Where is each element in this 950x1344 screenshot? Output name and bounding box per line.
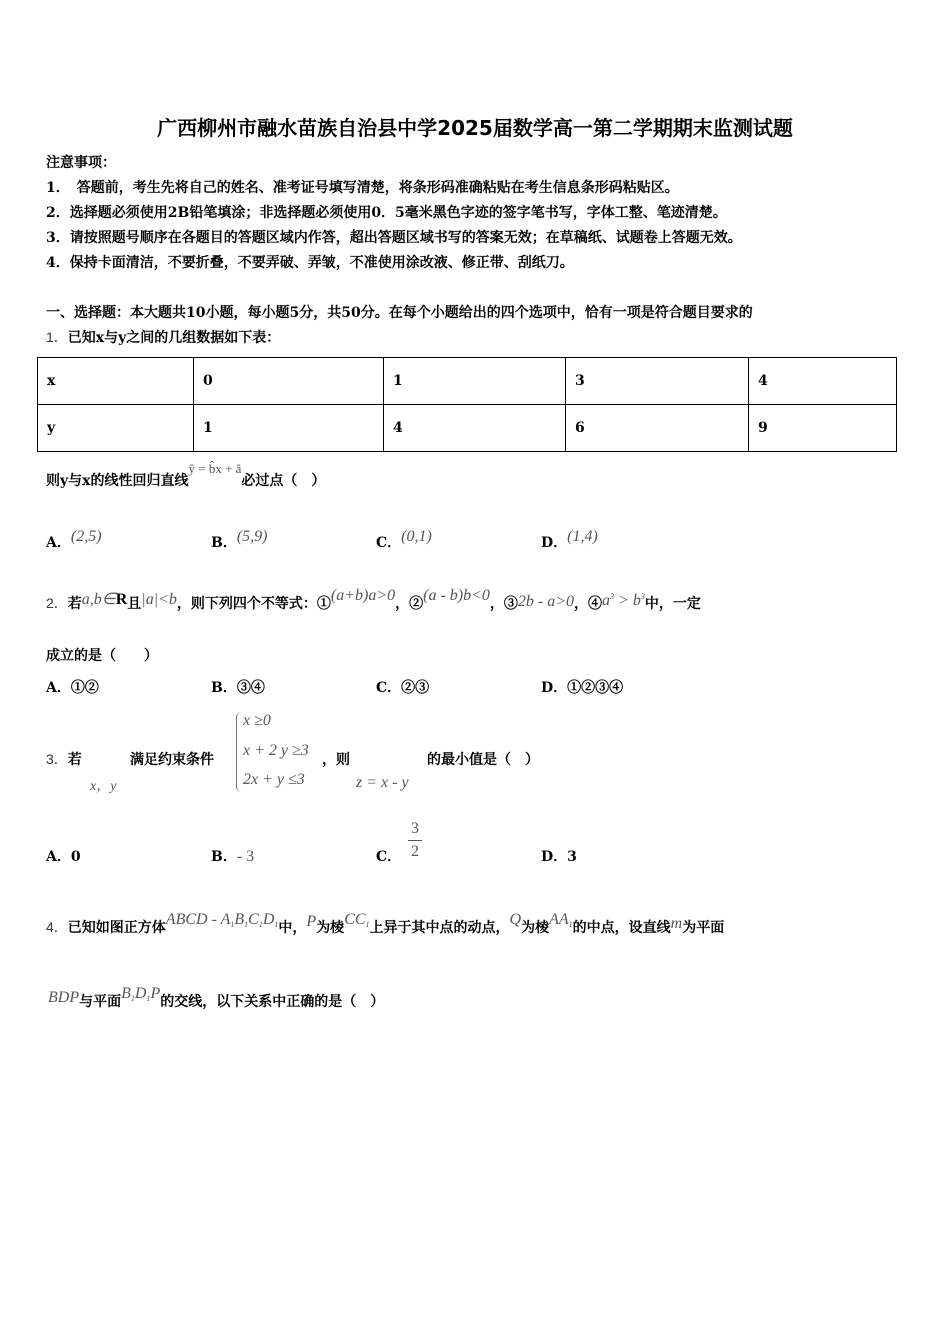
question-3-ask: 的最小值是（ ）	[427, 752, 539, 768]
table-cell: 4	[749, 358, 897, 405]
option-c[interactable]: C．	[376, 849, 402, 865]
table-row	[38, 358, 897, 405]
option-a[interactable]: A．(2,5)	[46, 528, 102, 551]
option-b[interactable]: B．- 3	[211, 848, 255, 865]
table-cell: y	[38, 405, 194, 452]
option-c[interactable]: C．(0,1)	[376, 528, 432, 551]
table-cell: 1	[194, 405, 384, 452]
constraint-line: 2x + y ≤3	[243, 771, 305, 788]
table-cell: 0	[194, 358, 384, 405]
option-d[interactable]: D．3	[541, 849, 577, 865]
table-cell: 1	[384, 358, 566, 405]
fraction-three-halves: 3 2	[408, 820, 422, 861]
objective-function: z = x - y	[356, 774, 409, 791]
constraint-line: x + 2 y ≥3	[243, 742, 309, 759]
option-a[interactable]: A．0	[46, 849, 81, 865]
constraint-brace	[236, 712, 243, 792]
question-3-stem: 3．若	[46, 751, 82, 768]
notice-item: 2．选择题必须使用2B铅笔填涂；非选择题必须使用0．5毫米黑色字迹的签字笔书写，字体工整、笔迹清楚。	[46, 205, 727, 221]
page-title: 广西柳州市融水苗族自治县中学2025届数学高一第二学期期末监测试题	[157, 116, 793, 140]
question-3-vars: x，y	[90, 779, 117, 794]
question-number: 3．	[46, 751, 68, 767]
option-c[interactable]: C．②③	[376, 680, 430, 696]
option-d[interactable]: D．①②③④	[541, 680, 624, 696]
data-table	[37, 357, 897, 452]
notice-item: 3．请按照题号顺序在各题目的答题区域内作答，超出答题区域书写的答案无效；在草稿纸、试题卷上答题无效。	[46, 230, 742, 246]
option-a[interactable]: A．①②	[46, 680, 99, 696]
question-4-stem: 4．已知如图正方体ABCD - $A_1B_1C_1D_1$中，P为棱$CC_1$上异于其中点的动点，Q为棱$AA_1$的中点，设直线m为平面	[46, 911, 725, 936]
table-row	[38, 405, 897, 452]
table-cell: 3	[566, 358, 749, 405]
question-3-constraint-label: 满足约束条件	[130, 752, 214, 768]
question-1-stem: 1．已知x与y之间的几组数据如下表：	[46, 329, 281, 346]
section-heading: 一、选择题：本大题共10小题，每小题5分，共50分。在每个小题给出的四个选项中，恰有一项是符合题目要求的	[46, 305, 753, 321]
question-number: 4．	[46, 919, 68, 935]
table-cell: 4	[384, 405, 566, 452]
question-2-continued: 成立的是（ ）	[46, 648, 158, 664]
question-number: 2．	[46, 595, 68, 611]
constraint-line: x ≥0	[243, 712, 271, 729]
notice-heading: 注意事项：	[46, 155, 116, 171]
table-cell: x	[38, 358, 194, 405]
table-cell: 6	[566, 405, 749, 452]
question-number: 1．	[46, 329, 68, 345]
option-b[interactable]: B．③④	[211, 680, 265, 696]
option-d[interactable]: D．(1,4)	[541, 528, 598, 551]
table-cell: 9	[749, 405, 897, 452]
question-1-line: 则y与x的线性回归直线ŷ = b̂x + â必过点（ ）	[46, 461, 326, 489]
question-4-continued: BDP与平面$B_1D_1P$的交线，以下关系中正确的是（ ）	[48, 985, 385, 1010]
question-3-then: ，则	[322, 752, 350, 768]
question-2-stem: 2．若a,b∈R且|a|<b，则下列四个不等式：①(a+b)a>0，②(a - b)b<0，③2b - a>0，$④a^3 > b^3$中，一定	[46, 587, 701, 612]
regression-formula: ŷ = b̂x + â	[188, 461, 242, 476]
notice-item: 1． 答题前，考生先将自己的姓名、准考证号填写清楚，将条形码准确粘贴在考生信息条形码粘贴区。	[46, 180, 679, 196]
option-b[interactable]: B．(5,9)	[211, 528, 268, 551]
notice-item: 4．保持卡面清洁，不要折叠，不要弄破、弄皱，不准使用涂改液、修正带、刮纸刀。	[46, 255, 574, 271]
